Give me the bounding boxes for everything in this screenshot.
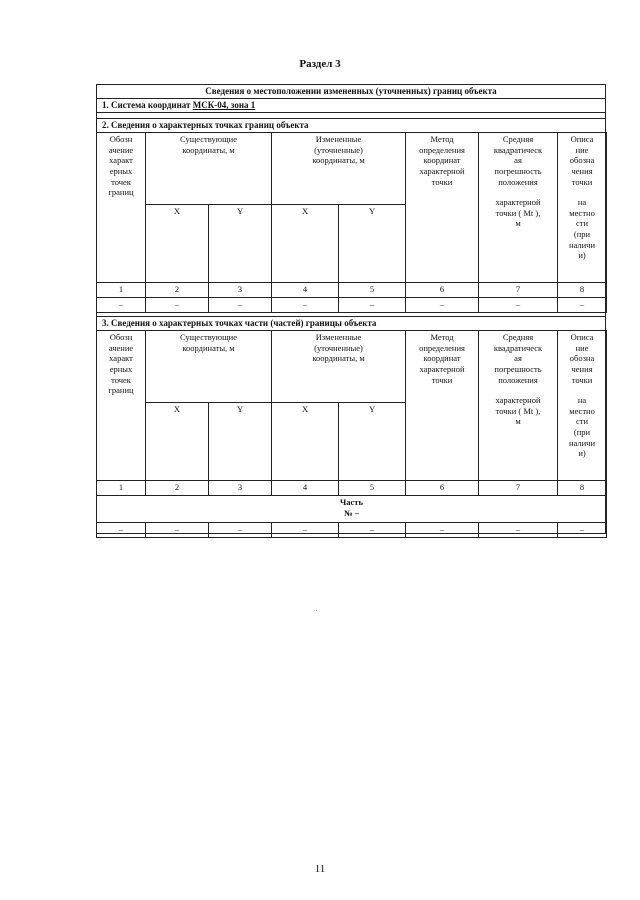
column-number: 3 — [209, 481, 272, 496]
text-line: (при — [573, 229, 591, 239]
header-mean-square-error-top — [481, 134, 555, 187]
header-mean-square-error — [479, 331, 558, 481]
text-line: точек — [111, 374, 131, 385]
text-line: Измененные — [315, 134, 362, 144]
header-existing-y: Y — [209, 205, 272, 283]
header-existing-coordinates — [146, 331, 272, 403]
text-line: обозна — [569, 353, 595, 364]
section2-table — [96, 132, 607, 313]
column-number: 2 — [146, 481, 209, 496]
text-line: чения — [571, 165, 593, 176]
text-line: определения — [419, 342, 465, 353]
column-number: 5 — [339, 481, 406, 496]
header-description — [558, 133, 607, 283]
text-line: определения — [419, 144, 465, 155]
text-line: точки ( Mt ), — [495, 405, 541, 416]
coordinate-system-label: 1. Система координат — [102, 100, 193, 110]
table-cell: – — [209, 523, 272, 538]
text-line: Обозн — [109, 134, 133, 144]
column-number-row — [97, 481, 607, 496]
text-line: точки ( Mt ), — [495, 207, 541, 218]
text-line: координаты, м — [182, 144, 235, 155]
text-line: координаты, м — [312, 155, 365, 166]
text-line: Средняя — [502, 134, 534, 144]
header-changed-x: X — [272, 205, 339, 283]
header-existing-coordinates — [146, 133, 272, 205]
coordinate-system-value: МСК-04, зона 1 — [192, 100, 256, 110]
text-line: (уточненные) — [314, 342, 363, 353]
text-line: координат — [423, 353, 461, 364]
column-number: 7 — [479, 283, 558, 298]
column-number: 7 — [479, 481, 558, 496]
text-line: сти — [575, 416, 589, 427]
text-line: координат — [423, 155, 461, 166]
header-method — [406, 331, 479, 481]
header-mean-square-error-top — [481, 332, 555, 385]
header-method — [406, 133, 479, 283]
text-line: ерных — [109, 363, 133, 374]
table-cell: – — [406, 298, 479, 313]
header-mean-square-error — [479, 133, 558, 283]
column-number: 2 — [146, 283, 209, 298]
text-line: № – — [344, 507, 359, 518]
text-line: точки — [571, 176, 593, 187]
header-changed-y: Y — [339, 205, 406, 283]
table-cell: – — [406, 523, 479, 538]
text-line: Обозн — [109, 332, 133, 342]
text-line: местно — [569, 207, 595, 218]
table-cell: – — [339, 298, 406, 313]
text-line: Часть — [340, 497, 363, 507]
text-line: местно — [569, 405, 595, 416]
header-existing-x: X — [146, 205, 209, 283]
text-line: и) — [578, 448, 586, 459]
text-line: координаты, м — [182, 342, 235, 353]
text-line: квадратическ — [493, 144, 543, 155]
text-line: характерной — [495, 395, 541, 406]
text-line: ерных — [109, 165, 133, 176]
header-description-bottom — [560, 395, 604, 459]
text-line: точки — [431, 374, 453, 385]
text-line: характерной — [419, 363, 465, 374]
header-existing-x: X — [146, 403, 209, 481]
column-number: 5 — [339, 283, 406, 298]
text-line: точки — [571, 374, 593, 385]
table-cell: – — [558, 523, 607, 538]
part-row — [97, 496, 607, 523]
header-description-top — [560, 134, 604, 187]
text-line: ние — [575, 342, 589, 353]
text-line: точек — [111, 176, 131, 187]
text-line: Средняя — [502, 332, 534, 342]
table-row — [97, 523, 607, 538]
table-cell: – — [146, 523, 209, 538]
table-cell: – — [209, 298, 272, 313]
text-line: (уточненные) — [314, 144, 363, 155]
text-line: ачение — [108, 342, 134, 353]
text-line: Существующие — [180, 332, 237, 342]
table-cell: – — [479, 298, 558, 313]
header-existing-y: Y — [209, 403, 272, 481]
header-changed-coordinates — [272, 133, 406, 205]
main-header: Сведения о местоположении измененных (уточненных) границ объекта — [96, 84, 606, 99]
table-cell: – — [558, 298, 607, 313]
text-line: характерной — [495, 197, 541, 208]
text-line: м — [515, 218, 521, 229]
text-line: положения — [498, 374, 538, 385]
text-line: Метод — [430, 134, 454, 144]
text-line: характерной — [419, 165, 465, 176]
table-cell: – — [97, 523, 146, 538]
text-line: ая — [514, 155, 522, 166]
text-line: на — [577, 197, 587, 208]
column-number: 6 — [406, 481, 479, 496]
text-line: ачение — [108, 144, 134, 155]
scan-speck — [316, 610, 317, 611]
text-line: квадратическ — [493, 342, 543, 353]
table-cell: – — [339, 523, 406, 538]
table-cell: – — [97, 298, 146, 313]
text-line: Описа — [570, 332, 594, 342]
column-number: 8 — [558, 283, 607, 298]
text-line: наличи — [569, 437, 596, 448]
header-changed-coordinates — [272, 331, 406, 403]
header-point-designation — [97, 331, 146, 481]
section2-title: 2. Сведения о характерных точках границ объекта — [96, 118, 606, 133]
text-line: сти — [575, 218, 589, 229]
table-cell: – — [272, 298, 339, 313]
text-line: ние — [575, 144, 589, 155]
text-line: м — [515, 416, 521, 427]
table-cell: – — [272, 523, 339, 538]
header-changed-y: Y — [339, 403, 406, 481]
text-line: и) — [578, 250, 586, 261]
text-line: погрешность — [494, 165, 542, 176]
text-line: границ — [108, 385, 134, 396]
header-description-bottom — [560, 197, 604, 261]
text-line: погрешность — [494, 363, 542, 374]
text-line: Описа — [570, 134, 594, 144]
table-cell: – — [146, 298, 209, 313]
header-point-designation — [97, 133, 146, 283]
header-description — [558, 331, 607, 481]
column-number: 3 — [209, 283, 272, 298]
text-line: чения — [571, 363, 593, 374]
text-line: обозна — [569, 155, 595, 166]
text-line: границ — [108, 187, 134, 198]
coordinate-system-row — [96, 98, 606, 113]
text-line: характ — [109, 155, 133, 166]
text-line: характ — [109, 353, 133, 364]
header-changed-x: X — [272, 403, 339, 481]
part-label — [97, 496, 607, 523]
column-number-row — [97, 283, 607, 298]
text-line: наличи — [569, 239, 596, 250]
table-cell: – — [479, 523, 558, 538]
column-number: 6 — [406, 283, 479, 298]
text-line: Измененные — [315, 332, 362, 342]
header-mean-square-error-bottom — [481, 395, 555, 427]
text-line: координаты, м — [312, 353, 365, 364]
column-number: 1 — [97, 283, 146, 298]
column-number: 8 — [558, 481, 607, 496]
header-description-top — [560, 332, 604, 385]
section-title: Раздел 3 — [299, 58, 341, 70]
text-line: точки — [431, 176, 453, 187]
text-line: положения — [498, 176, 538, 187]
header-mean-square-error-bottom — [481, 197, 555, 229]
text-line: (при — [573, 427, 591, 437]
column-number: 1 — [97, 481, 146, 496]
table-row — [97, 298, 607, 313]
text-line: Метод — [430, 332, 454, 342]
text-line: ая — [514, 353, 522, 364]
text-line: на — [577, 395, 587, 406]
section3-title: 3. Сведения о характерных точках части (частей) границы объекта — [96, 316, 606, 331]
section3-table — [96, 330, 607, 538]
page-number: 11 — [314, 863, 326, 875]
column-number: 4 — [272, 283, 339, 298]
text-line: Существующие — [180, 134, 237, 144]
column-number: 4 — [272, 481, 339, 496]
